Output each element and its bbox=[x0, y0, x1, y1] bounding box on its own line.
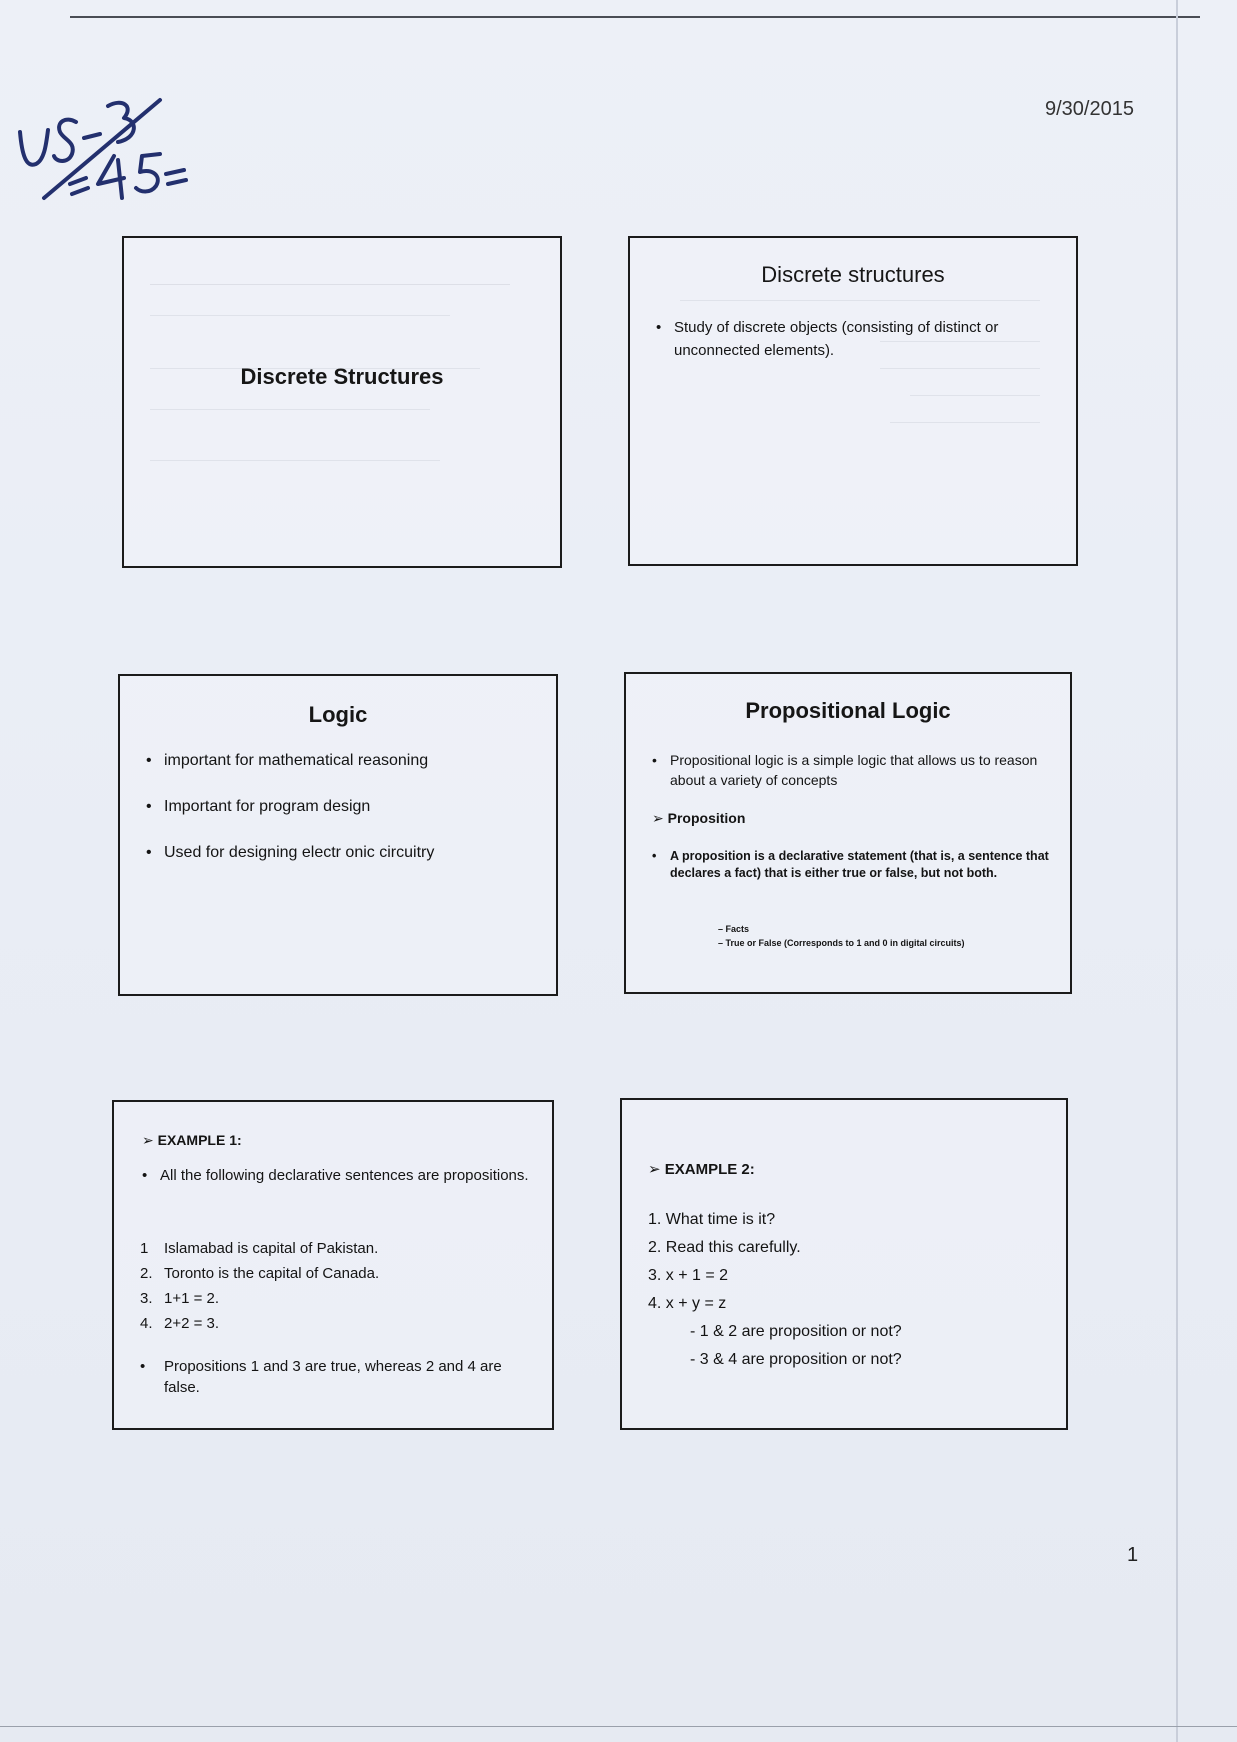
list-item bbox=[140, 1311, 379, 1336]
top-rule bbox=[70, 16, 1200, 18]
bullet-list bbox=[652, 848, 1056, 882]
page-number: 1 bbox=[1127, 1544, 1139, 1566]
slide-title: Logic bbox=[308, 702, 368, 727]
bullet-item: • Study of discrete objects (consisting of distinct or unconnected elements). bbox=[656, 316, 1056, 362]
section-heading-label: Proposition bbox=[667, 810, 746, 826]
list-item: 4. x + y = z bbox=[648, 1295, 727, 1312]
bullet-item: • All the following declarative sentences are propositions. bbox=[142, 1166, 534, 1186]
list-item: 3. x + 1 = 2 bbox=[648, 1267, 729, 1284]
arrow-bullet-icon: ➢ bbox=[652, 810, 668, 826]
example-heading-label: EXAMPLE 1: bbox=[157, 1132, 242, 1148]
bullet-item: • Used for designing electr onic circuitry bbox=[146, 844, 546, 862]
numbered-list bbox=[648, 1206, 801, 1318]
list-item: 2. Read this carefully. bbox=[648, 1239, 801, 1256]
example-heading-label: EXAMPLE 2: bbox=[664, 1161, 755, 1178]
slide-title: Propositional Logic bbox=[745, 698, 951, 723]
bottom-rule bbox=[0, 1726, 1237, 1727]
list-item bbox=[140, 1236, 379, 1261]
list-item: 1. What time is it? bbox=[648, 1211, 776, 1228]
bullet-item: • Important for program design bbox=[146, 798, 546, 816]
slide-discrete-structures-definition bbox=[628, 236, 1078, 566]
example-heading bbox=[648, 1160, 755, 1178]
numbered-list bbox=[140, 1236, 379, 1336]
list-marker: 3. bbox=[140, 1290, 153, 1307]
list-item bbox=[140, 1286, 379, 1311]
bullet-item: • Propositions 1 and 3 are true, whereas 2 and 4 are false. bbox=[140, 1356, 536, 1398]
list-item-text: Toronto is the capital of Canada. bbox=[164, 1265, 380, 1282]
list-item-text: Islamabad is capital of Pakistan. bbox=[164, 1240, 379, 1257]
right-edge-shadow bbox=[1176, 0, 1178, 1742]
page-date: 9/30/2015 bbox=[1045, 98, 1134, 120]
bullet-item: • Propositional logic is a simple logic that allows us to reason about a variety of concepts bbox=[652, 750, 1052, 790]
bullet-list bbox=[142, 1166, 534, 1186]
sub-point: – Facts bbox=[718, 924, 750, 934]
bullet-item: • important for mathematical reasoning bbox=[146, 752, 546, 770]
arrow-bullet-icon: ➢ bbox=[142, 1132, 158, 1148]
slide-example-1 bbox=[112, 1100, 554, 1430]
slide-title: Discrete Structures bbox=[240, 364, 444, 389]
list-marker: 1 bbox=[140, 1240, 149, 1257]
bullet-list bbox=[140, 1356, 536, 1398]
bullet-list bbox=[146, 752, 546, 862]
list-item bbox=[140, 1261, 379, 1286]
slide-logic bbox=[118, 674, 558, 996]
question-item: - 3 & 4 are proposition or not? bbox=[690, 1351, 902, 1368]
list-marker: 4. bbox=[140, 1315, 153, 1332]
bullet-list bbox=[652, 750, 1052, 790]
example-heading bbox=[142, 1132, 242, 1149]
bullet-list bbox=[656, 316, 1056, 362]
list-item-text: 1+1 = 2. bbox=[164, 1290, 220, 1307]
bullet-item: • A proposition is a declarative statement (that is, a sentence that declares a fact) that is either true or false, but not both. bbox=[652, 848, 1056, 882]
sub-point: – True or False (Corresponds to 1 and 0 in digital circuits) bbox=[718, 938, 965, 948]
arrow-bullet-icon: ➢ bbox=[648, 1161, 665, 1178]
handwritten-score bbox=[10, 60, 200, 230]
question-item: - 1 & 2 are proposition or not? bbox=[690, 1323, 902, 1340]
slide-title: Discrete structures bbox=[761, 262, 945, 287]
section-heading bbox=[652, 810, 745, 827]
list-marker: 2. bbox=[140, 1265, 153, 1282]
list-item-text: 2+2 = 3. bbox=[164, 1315, 220, 1332]
question-list bbox=[690, 1318, 902, 1374]
slide-example-2 bbox=[620, 1098, 1068, 1430]
slide-title-discrete-structures bbox=[122, 236, 562, 568]
slide-propositional-logic bbox=[624, 672, 1072, 994]
